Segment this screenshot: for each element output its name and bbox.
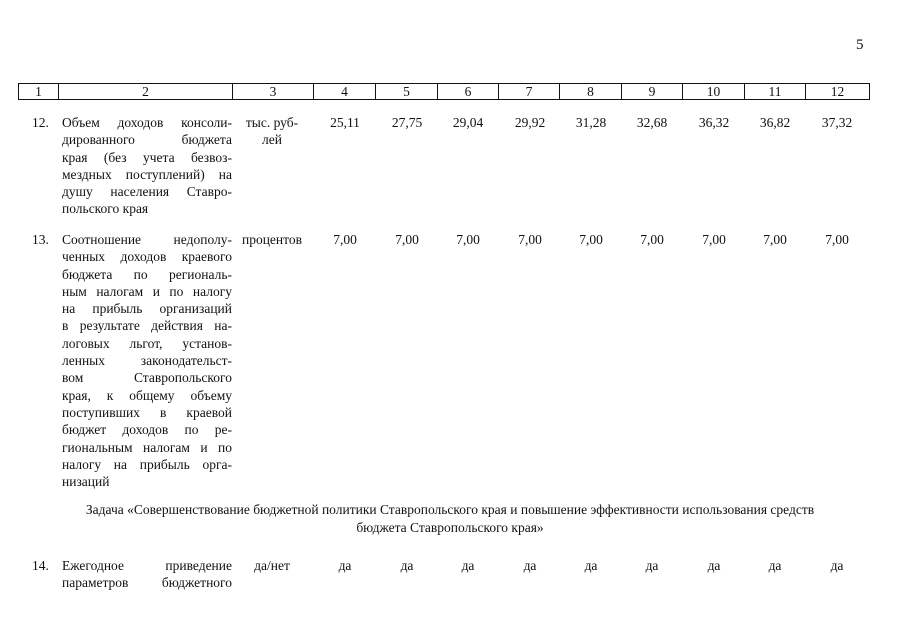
name-line: вом Ставропольского <box>62 370 232 386</box>
value-cell: 7,00 <box>579 232 603 247</box>
value-cell: 29,04 <box>452 115 484 130</box>
value-cell: 7,00 <box>518 232 542 247</box>
header-cell-3: 3 <box>233 84 314 99</box>
value-cell: 7,00 <box>333 232 357 247</box>
name-line: налогу на прибыль орга- <box>62 456 232 472</box>
name-line: душу населения Ставро- <box>62 184 232 200</box>
value-cell: 7,00 <box>395 232 419 247</box>
value-cell: да <box>523 558 537 573</box>
task-heading-line-2: бюджета Ставропольского края» <box>356 519 544 535</box>
name-line: параметров бюджетного <box>62 575 232 591</box>
name-line: края (без учета безвоз- <box>62 149 232 165</box>
name-line: Ежегодное приведение <box>62 558 232 573</box>
name-line: ленных законодательст- <box>62 353 232 369</box>
header-cell-8: 8 <box>560 84 622 99</box>
name-line: ченных доходов краевого <box>62 249 232 265</box>
value-cell: 7,00 <box>702 232 726 247</box>
row-number: 13. <box>32 232 49 247</box>
value-cell: 32,68 <box>636 115 668 130</box>
row-number: 12. <box>32 115 49 130</box>
unit-of-measure <box>232 114 312 149</box>
indicator-name <box>62 557 232 592</box>
name-line: гиональным налогам и по <box>62 439 232 455</box>
value-cell: да <box>830 558 844 573</box>
name-line: польского края <box>62 201 149 217</box>
unit-of-measure <box>232 557 312 574</box>
name-line: ным налогам и по налогу <box>62 283 232 299</box>
unit-line: процентов <box>241 232 302 247</box>
name-line: на прибыль организаций <box>62 301 232 317</box>
table-header-row <box>18 83 870 100</box>
header-cell-10: 10 <box>683 84 745 99</box>
name-line: края, к общему объему <box>62 387 232 403</box>
indicator-name <box>62 114 232 218</box>
header-cell-12: 12 <box>830 84 845 99</box>
value-cell: да <box>645 558 659 573</box>
name-line: дированного бюджета <box>62 132 232 148</box>
value-cell: да <box>707 558 721 573</box>
header-cell-7: 7 <box>499 84 560 99</box>
header-cell-4: 4 <box>314 84 376 99</box>
name-line: Соотношение недополу- <box>62 232 232 247</box>
name-line: Объем доходов консоли- <box>62 115 232 130</box>
value-cell: 37,32 <box>821 115 853 130</box>
header-cell-11: 11 <box>745 84 806 99</box>
name-line: логовых льгот, установ- <box>62 335 232 351</box>
page-number: 5 <box>856 37 864 53</box>
value-cell: 27,75 <box>391 115 423 130</box>
header-cell-2: 2 <box>59 84 233 99</box>
unit-line: тыс. руб- <box>245 115 299 130</box>
value-cell: 7,00 <box>456 232 480 247</box>
value-cell: да <box>768 558 782 573</box>
header-cell-1: 1 <box>19 84 59 99</box>
indicator-name <box>62 231 232 490</box>
name-line: в результате действия на- <box>62 318 232 334</box>
value-cell: 31,28 <box>575 115 607 130</box>
value-cell: 7,00 <box>825 232 849 247</box>
value-cell: 36,82 <box>759 115 791 130</box>
name-line: низаций <box>62 474 110 490</box>
value-cell: да <box>400 558 414 573</box>
header-cell-6: 6 <box>438 84 499 99</box>
header-cell-5: 5 <box>376 84 438 99</box>
name-line: мездных поступлений) на <box>62 166 232 182</box>
unit-of-measure <box>232 231 312 248</box>
unit-line: лей <box>262 132 282 148</box>
unit-line: да/нет <box>254 558 290 573</box>
value-cell: 36,32 <box>698 115 730 130</box>
value-cell: 7,00 <box>640 232 664 247</box>
header-cell-9: 9 <box>622 84 683 99</box>
name-line: бюджет доходов по ре- <box>62 422 232 438</box>
task-heading <box>30 501 870 536</box>
name-line: бюджета по региональ- <box>62 266 232 282</box>
value-cell: 7,00 <box>763 232 787 247</box>
task-heading-line-1: Задача «Совершенствование бюджетной политики Ставропольского края и повышение эффективности использования средств <box>85 502 815 517</box>
value-cell: да <box>584 558 598 573</box>
value-cell: 25,11 <box>330 115 360 130</box>
name-line: поступивших в краевой <box>62 404 232 420</box>
value-cell: да <box>338 558 352 573</box>
value-cell: 29,92 <box>514 115 546 130</box>
row-number: 14. <box>32 558 49 573</box>
value-cell: да <box>461 558 475 573</box>
